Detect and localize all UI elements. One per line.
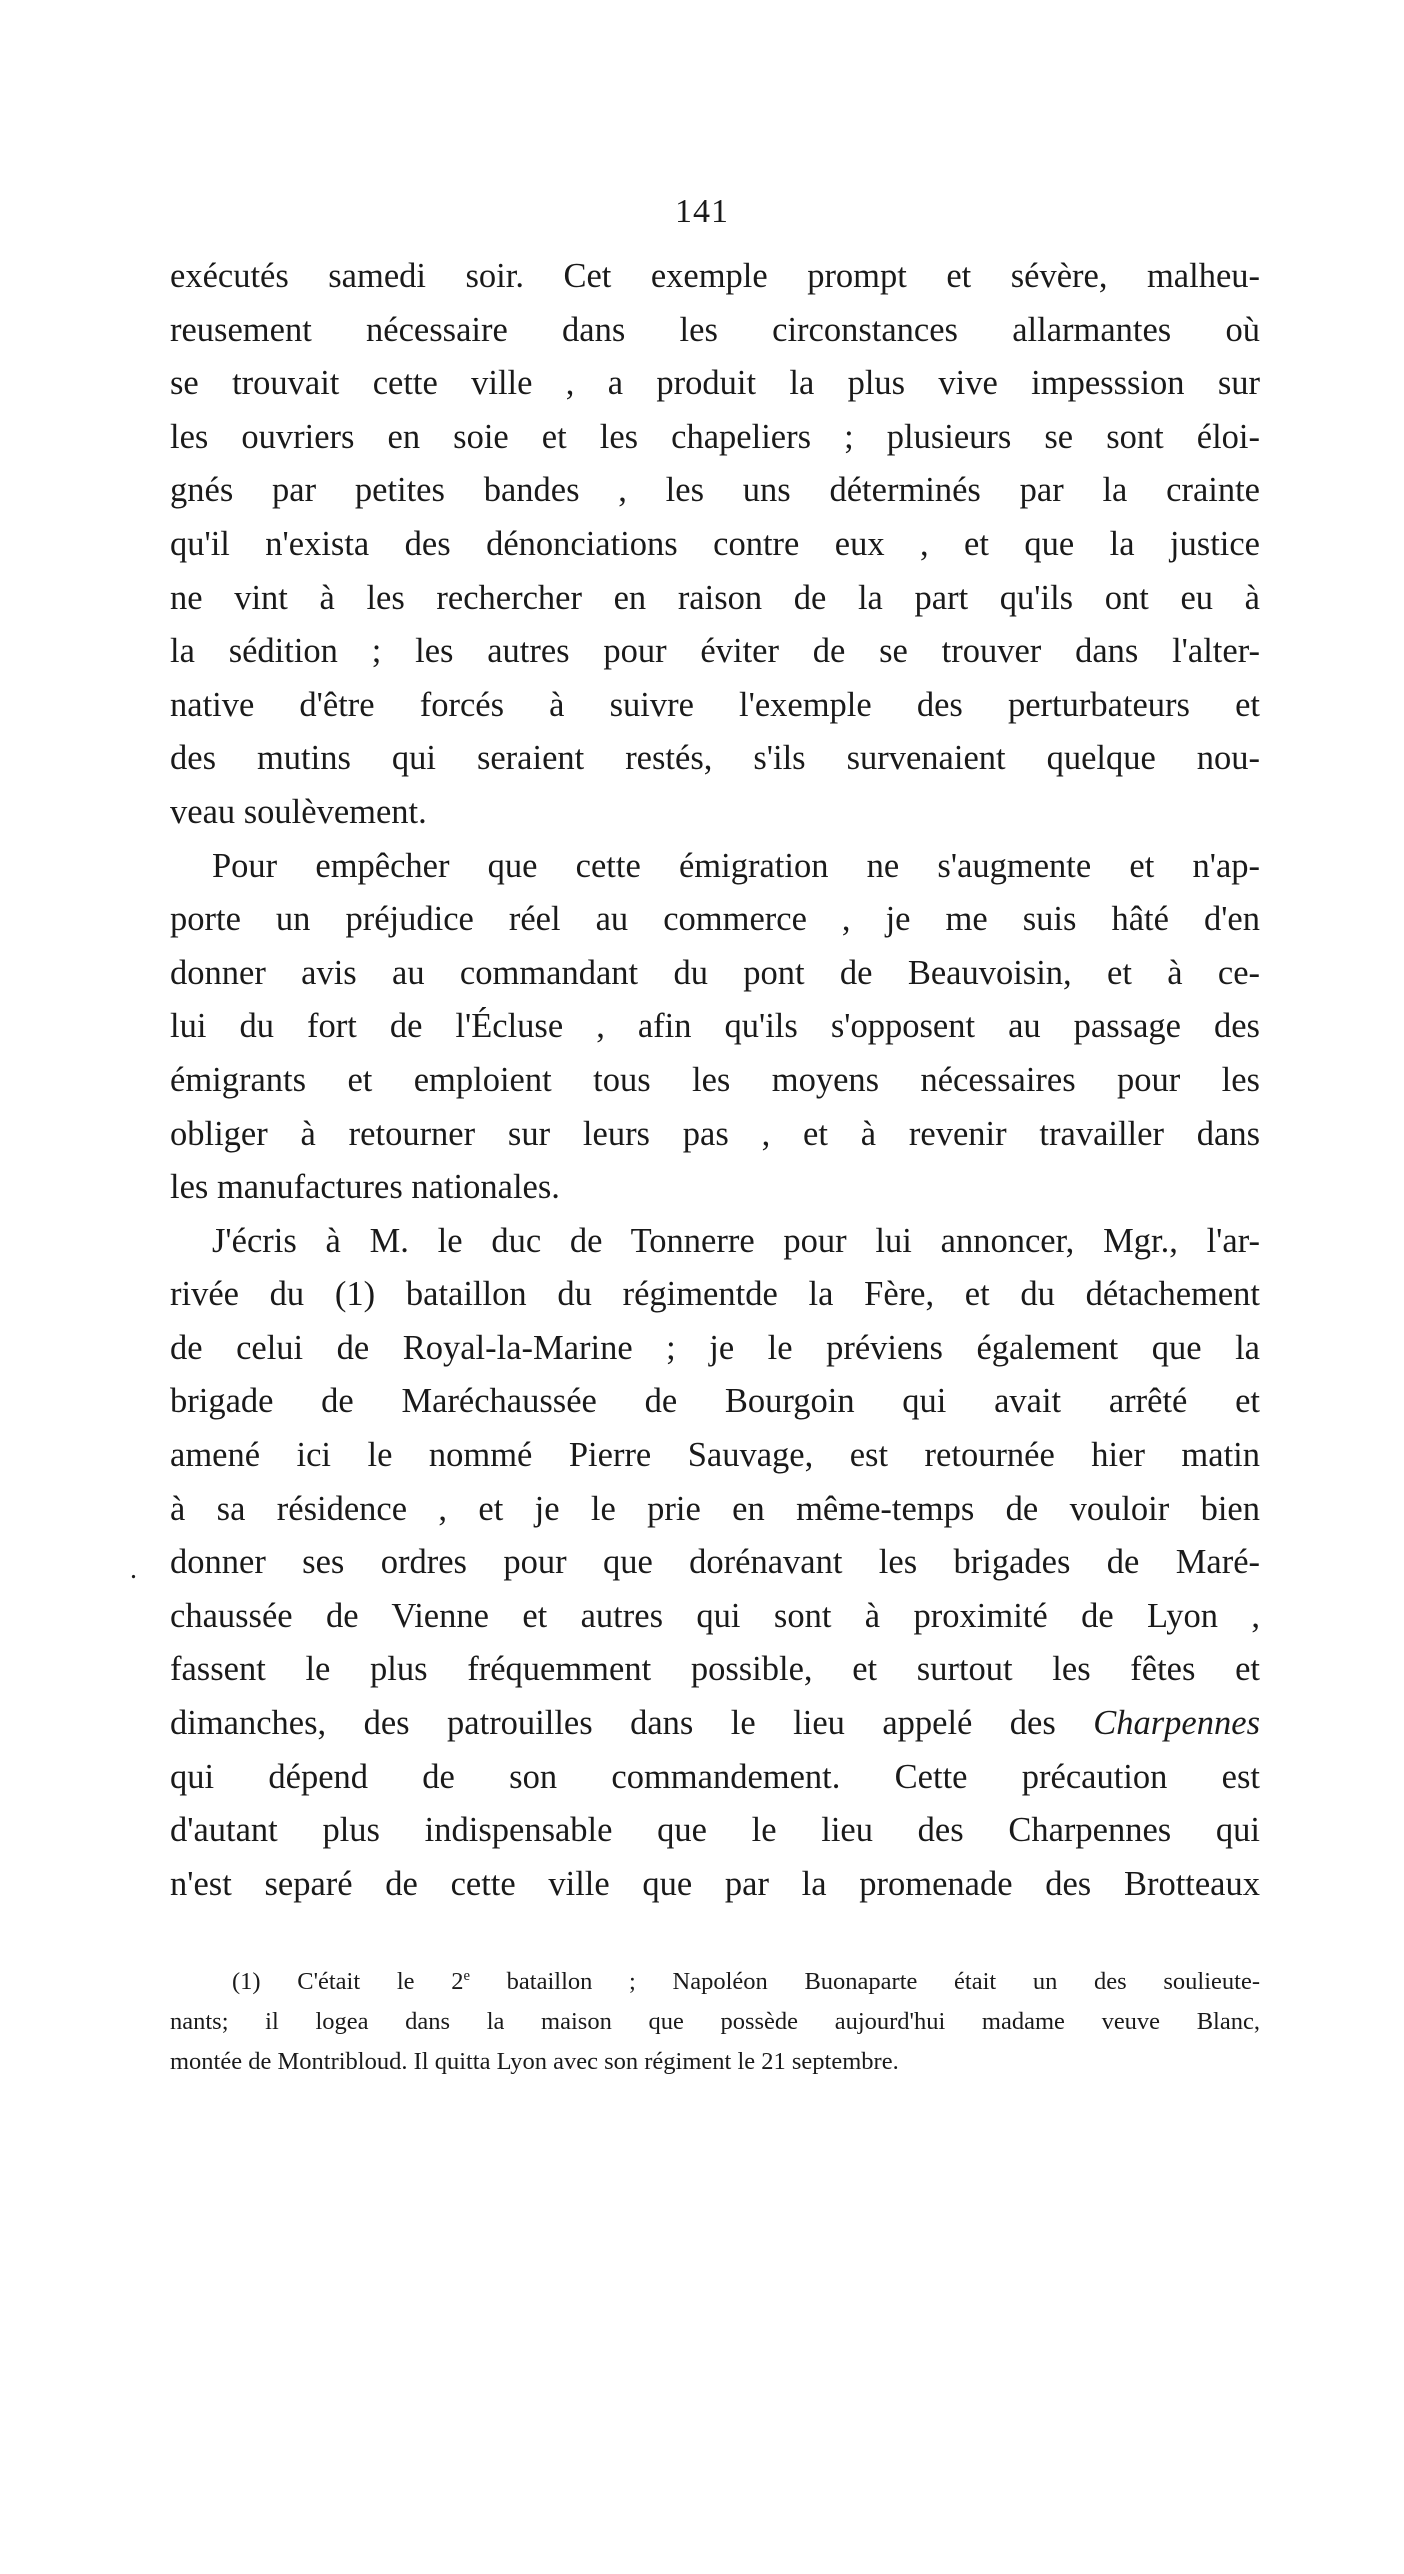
text-line: chaussée de Vienne et autres qui sont à proximité de Lyon , xyxy=(170,1596,1260,1635)
text-line: la sédition ; les autres pour éviter de se trouver dans l'alter- xyxy=(170,632,1260,671)
text-line: qu'il n'exista des dénonciations contre eux , et que la justice xyxy=(170,524,1260,563)
text-line: Pour empêcher que cette émigration ne s'augmente et n'ap- xyxy=(212,846,1260,885)
footnote-marker: (1) xyxy=(232,1968,261,1995)
text-line: de celui de Royal-la-Marine ; je le préviens également que la xyxy=(170,1328,1260,1367)
text-line: lui du fort de l'Écluse , afin qu'ils s'opposent au passage des xyxy=(170,1007,1260,1046)
text-line: les ouvriers en soie et les chapeliers ; plusieurs se sont éloi- xyxy=(170,417,1260,456)
text-line: amené ici le nommé Pierre Sauvage, est retournée hier matin xyxy=(170,1436,1260,1475)
text-line: obliger à retourner sur leurs pas , et à revenir travailler dans xyxy=(170,1114,1260,1153)
footnote-superscript: e xyxy=(463,1968,470,1985)
text-line: rivée du (1) bataillon du régimentde la Fère, et du détachement xyxy=(170,1275,1260,1314)
text-line: des mutins qui seraient restés, s'ils survenaient quelque nou- xyxy=(170,739,1260,778)
text-line: qui dépend de son commandement. Cette précaution est xyxy=(170,1757,1260,1796)
text-line: J'écris à M. le duc de Tonnerre pour lui annoncer, Mgr., l'ar- xyxy=(212,1221,1260,1260)
paragraph-3 xyxy=(170,1215,1260,1912)
text-line: se trouvait cette ville , a produit la plus vive impesssion sur xyxy=(170,364,1260,403)
text-line: n'est separé de cette ville que par la promenade des Brotteaux xyxy=(170,1864,1260,1903)
text-line: veau soulèvement. xyxy=(170,792,427,831)
text-line: gnés par petites bandes , les uns déterminés par la crainte xyxy=(170,471,1260,510)
text-line: porte un préjudice réel au commerce , je me suis hâté d'en xyxy=(170,900,1260,939)
text-line: émigrants et emploient tous les moyens nécessaires pour les xyxy=(170,1060,1260,1099)
footnote xyxy=(170,1962,1260,2082)
text-line-part: dimanches, des patrouilles dans le lieu appelé des xyxy=(170,1704,1056,1743)
paragraph-1 xyxy=(170,250,1260,840)
body-text xyxy=(170,250,1260,1911)
text-line: brigade de Maréchaussée de Bourgoin qui avait arrêté et xyxy=(170,1382,1260,1421)
italic-term: Charpennes xyxy=(1093,1704,1260,1743)
text-line xyxy=(170,1697,1260,1751)
paragraph-2 xyxy=(170,840,1260,1215)
text-line: reusement nécessaire dans les circonstances allarmantes où xyxy=(170,310,1260,349)
footnote-line xyxy=(170,1962,1260,2002)
stray-mark: . xyxy=(130,1554,137,1585)
text-line: d'autant plus indispensable que le lieu des Charpennes qui xyxy=(170,1811,1260,1850)
text-line: donner avis au commandant du pont de Beauvoisin, et à ce- xyxy=(170,953,1260,992)
text-line: ne vint à les rechercher en raison de la part qu'ils ont eu à xyxy=(170,578,1260,617)
footnote-text: C'était le 2 xyxy=(297,1968,464,1995)
footnote-line: montée de Montribloud. Il quitta Lyon avec son régiment le 21 septembre. xyxy=(170,2048,899,2075)
text-line: fassent le plus fréquemment possible, et surtout les fêtes et xyxy=(170,1650,1260,1689)
page-number: 141 xyxy=(675,193,729,230)
text-line: les manufactures nationales. xyxy=(170,1168,560,1207)
footnote-text: bataillon ; Napoléon Buonaparte était un des soulieute- xyxy=(469,1968,1260,1995)
text-line: donner ses ordres pour que dorénavant les brigades de Maré- xyxy=(170,1543,1260,1582)
text-line: exécutés samedi soir. Cet exemple prompt et sévère, malheu- xyxy=(170,257,1260,295)
text-line: à sa résidence , et je le prie en même-temps de vouloir bien xyxy=(170,1489,1260,1528)
footnote-line: nants; il logea dans la maison que possède aujourd'hui madame veuve Blanc, xyxy=(170,2008,1260,2035)
text-line: native d'être forcés à suivre l'exemple des perturbateurs et xyxy=(170,685,1260,724)
